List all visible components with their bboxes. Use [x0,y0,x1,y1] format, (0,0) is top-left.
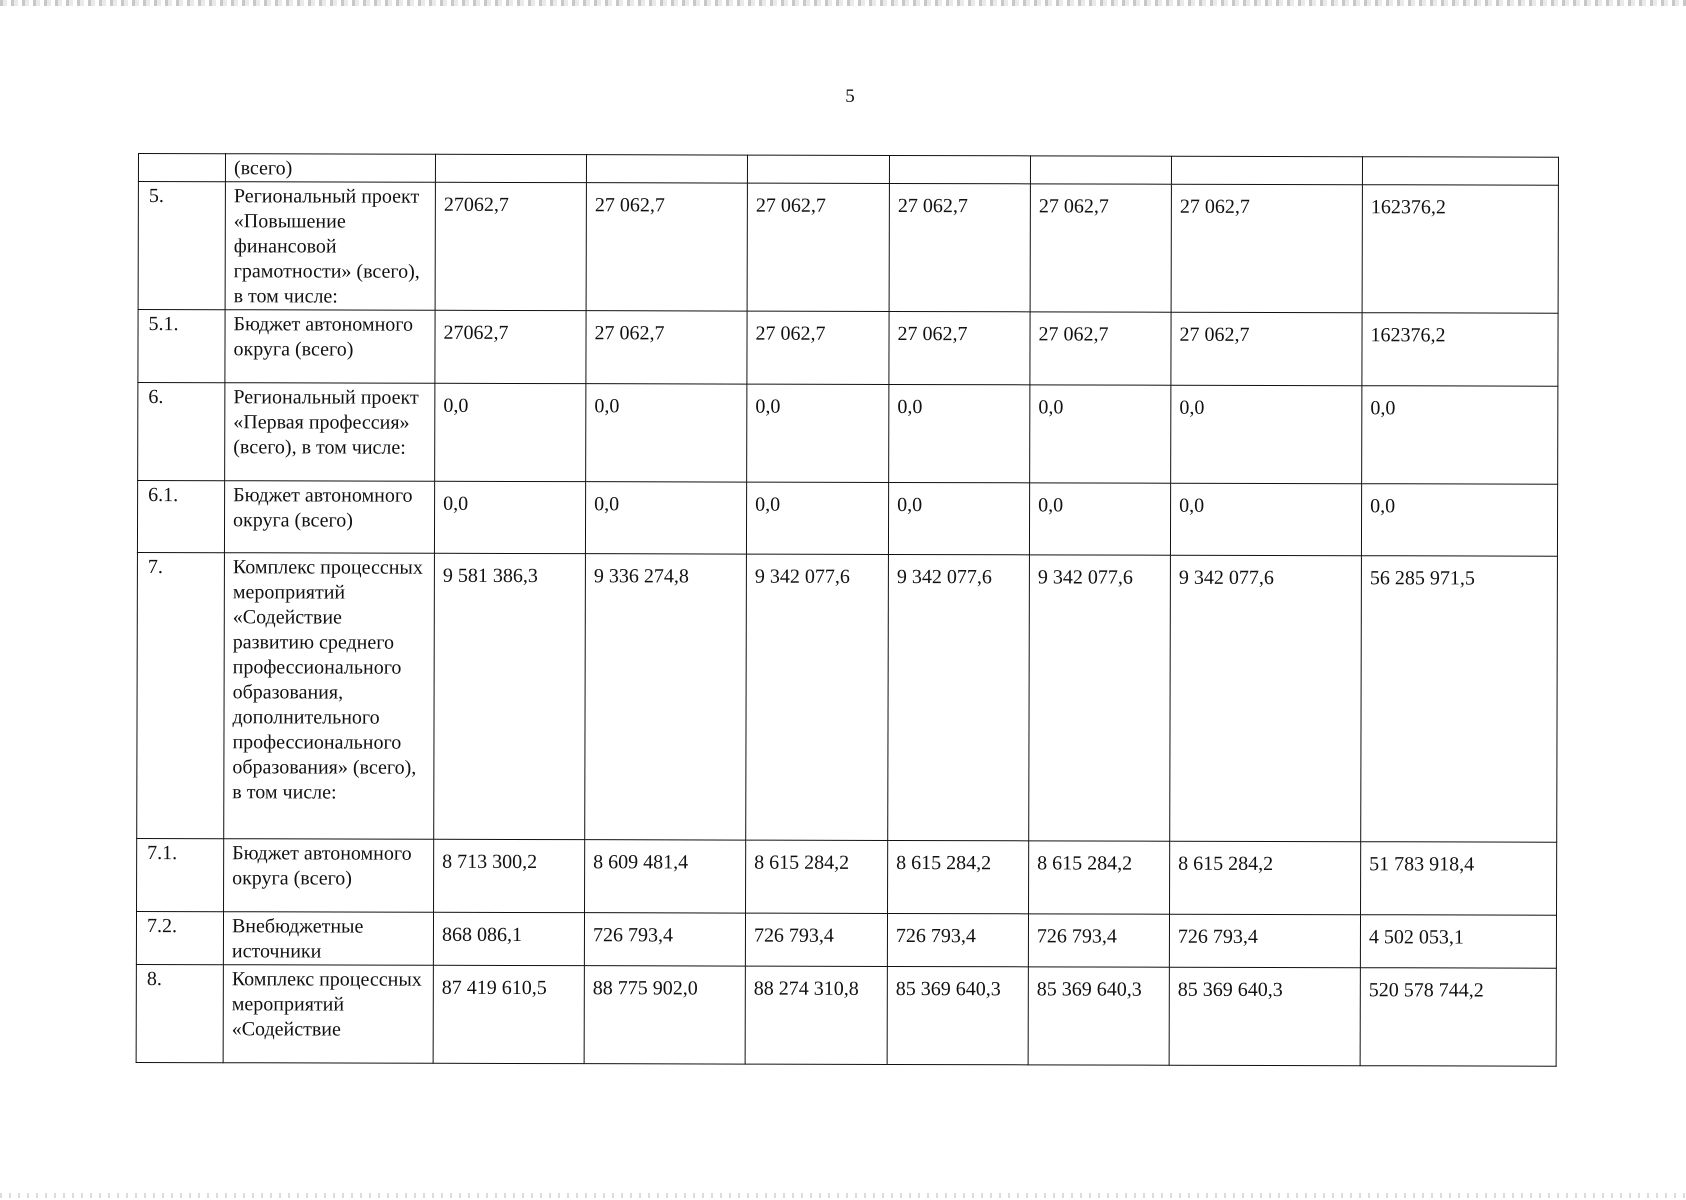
value-cell: 0,0 [747,384,889,482]
value-cell [586,155,747,183]
value-cell: 88 775 902,0 [584,966,745,1064]
value-cell: 520 578 744,2 [1360,968,1556,1067]
table-row [138,310,1558,387]
value-cell: 0,0 [435,383,586,481]
value-cell: 0,0 [585,482,746,554]
table-row [136,964,1556,1066]
row-name: Региональный проект «Повышение финансовой грамотности» (всего), в том числе: [225,182,435,311]
value-cell: 0,0 [746,482,888,554]
table-row [138,182,1558,314]
row-name: Региональный проект «Первая профессия» (всего), в том числе: [225,383,435,482]
value-cell: 27 062,7 [1030,184,1171,312]
row-number: 8. [136,964,223,1062]
row-number [138,154,225,182]
value-cell: 9 342 077,6 [1170,555,1362,841]
value-cell: 162376,2 [1362,185,1558,314]
row-number: 7.2. [136,911,223,964]
value-cell: 0,0 [1361,484,1557,557]
table-row [138,383,1558,485]
value-cell: 4 502 053,1 [1360,915,1556,969]
value-cell: 8 615 284,2 [746,840,888,913]
value-cell: 726 793,4 [1169,914,1360,967]
value-cell: 8 615 284,2 [1170,841,1361,914]
table-row [137,552,1558,842]
value-cell: 8 609 481,4 [585,840,746,913]
table-row [136,911,1556,968]
row-name: Бюджет автономного округа (всего) [224,481,434,554]
value-cell [1171,156,1362,184]
row-name: (всего) [225,154,435,183]
value-cell: 85 369 640,3 [887,966,1028,1064]
row-name: Внебюджетные источники [223,912,433,966]
value-cell: 88 274 310,8 [745,966,887,1064]
value-cell: 726 793,4 [887,913,1028,966]
budget-table [136,153,1559,1067]
value-cell: 0,0 [1030,385,1171,483]
value-cell: 85 369 640,3 [1169,967,1360,1065]
row-name: Комплекс процессных мероприятий «Содействие развитию среднего профессионального образования, дополнительного профессионального образования» (всего), в том числе: [224,553,435,840]
value-cell [1030,156,1171,184]
value-cell: 51 783 918,4 [1361,842,1557,916]
value-cell: 0,0 [1362,386,1558,485]
row-name: Комплекс процессных мероприятий «Содействие [223,965,433,1064]
value-cell: 0,0 [888,482,1029,554]
value-cell: 8 615 284,2 [888,840,1029,913]
row-number: 5.1. [138,310,225,383]
value-cell: 9 342 077,6 [746,554,889,840]
value-cell [747,155,889,183]
value-cell: 8 713 300,2 [434,839,585,912]
value-cell: 56 285 971,5 [1361,556,1558,843]
value-cell: 27 062,7 [586,183,747,311]
value-cell: 27 062,7 [1171,184,1362,312]
row-number: 5. [138,182,225,310]
scan-edge-bottom [0,1193,1686,1198]
value-cell: 87 419 610,5 [433,965,584,1063]
row-name: Бюджет автономного округа (всего) [225,310,435,384]
value-cell: 0,0 [586,384,747,482]
value-cell: 85 369 640,3 [1028,967,1169,1065]
value-cell: 162376,2 [1362,313,1558,387]
value-cell: 9 342 077,6 [888,554,1030,840]
row-number: 6.1. [137,481,224,553]
value-cell [435,154,586,182]
value-cell: 9 342 077,6 [1029,555,1171,841]
value-cell: 27062,7 [435,310,586,383]
scan-edge-top [0,0,1686,6]
value-cell: 726 793,4 [584,913,745,966]
page-number: 5 [845,86,855,107]
value-cell: 9 336 274,8 [585,554,747,840]
table-row [137,481,1557,557]
row-number: 7. [137,552,225,838]
value-cell: 27 062,7 [1030,312,1171,385]
value-cell [889,155,1030,183]
value-cell: 8 615 284,2 [1029,841,1170,914]
value-cell: 27 062,7 [747,183,889,311]
table-row [138,154,1558,186]
row-name: Бюджет автономного округа (всего) [224,839,434,913]
value-cell: 9 581 386,3 [434,553,586,839]
row-number: 7.1. [137,838,224,911]
value-cell: 27 062,7 [1171,312,1362,385]
table-body [136,154,1558,1067]
table-row [137,838,1557,915]
value-cell: 0,0 [1029,483,1170,555]
value-cell [1362,157,1558,186]
value-cell: 27 062,7 [586,311,747,384]
value-cell: 0,0 [1171,385,1362,483]
value-cell: 27 062,7 [889,311,1030,384]
value-cell: 868 086,1 [433,912,584,965]
value-cell: 27 062,7 [889,183,1030,311]
value-cell: 726 793,4 [1028,914,1169,967]
value-cell: 0,0 [434,481,585,553]
value-cell: 0,0 [1170,483,1361,555]
value-cell: 27 062,7 [747,311,889,384]
value-cell: 0,0 [889,384,1030,482]
value-cell: 726 793,4 [745,913,887,966]
value-cell: 27062,7 [435,182,586,310]
row-number: 6. [138,383,225,481]
